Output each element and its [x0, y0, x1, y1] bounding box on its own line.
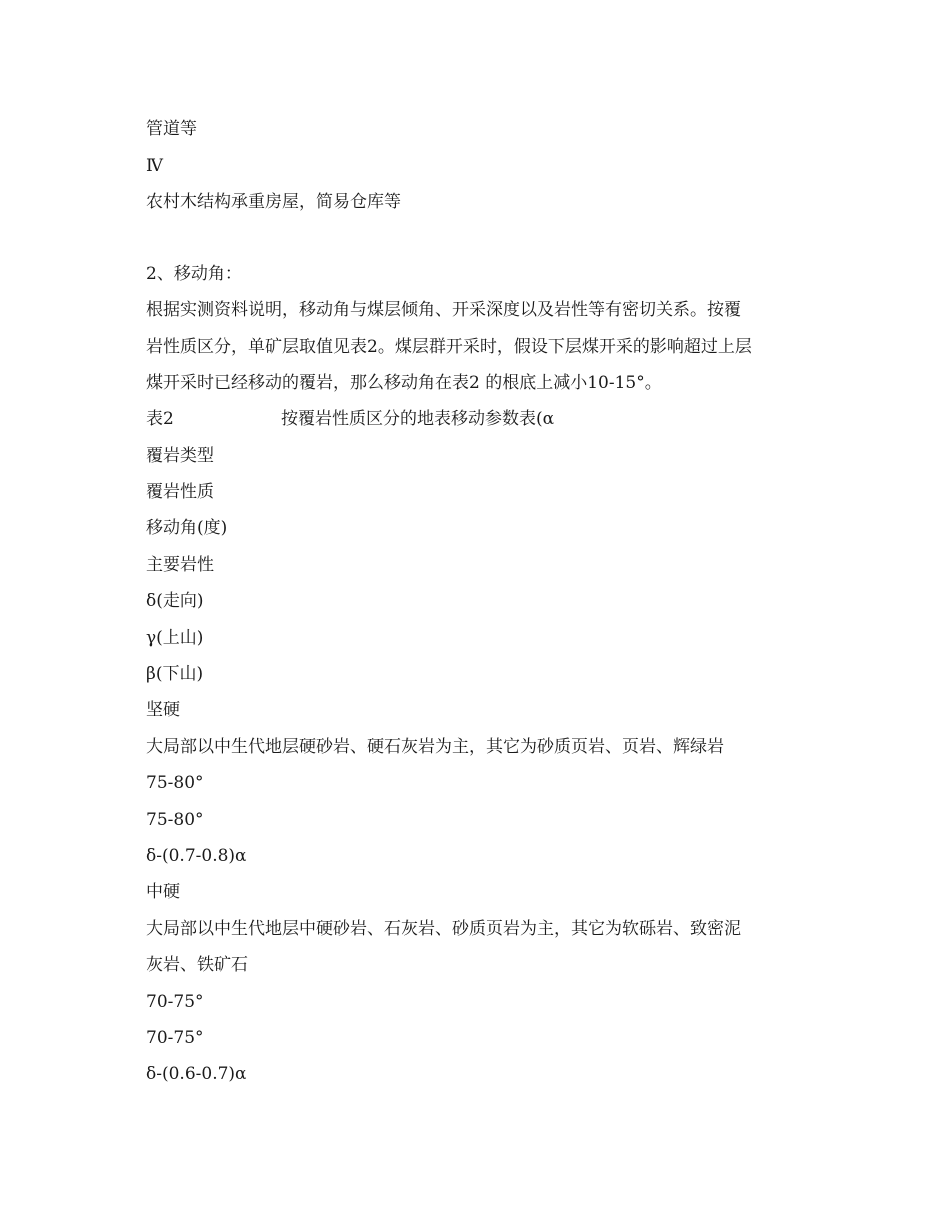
- table-title: 按覆岩性质区分的地表移动参数表(α: [281, 409, 555, 429]
- table-header: 主要岩性: [146, 555, 214, 575]
- text-line: Ⅳ: [146, 156, 163, 176]
- paragraph-line: 岩性质区分，单矿层取值见表2。煤层群开采时，假设下层煤开采的影响超过上层: [146, 337, 752, 357]
- table-header: 覆岩性质: [146, 482, 214, 502]
- table-cell: 大局部以中生代地层硬砂岩、硬石灰岩为主，其它为砂质页岩、页岩、辉绿岩: [146, 737, 724, 757]
- paragraph-line: 煤开采时已经移动的覆岩，那么移动角在表2 的根底上减小10-15°。: [146, 373, 662, 393]
- paragraph-line: 根据实测资料说明，移动角与煤层倾角、开采深度以及岩性等有密切关系。按覆: [146, 300, 741, 320]
- table-label: 表2: [146, 409, 174, 429]
- table-cell: 70-75°: [146, 992, 204, 1012]
- text-line: 农村木结构承重房屋，简易仓库等: [146, 192, 401, 212]
- table-header: δ(走向): [146, 591, 204, 611]
- table-header: 覆岩类型: [146, 446, 214, 466]
- table-header: γ(上山): [146, 628, 204, 648]
- table-cell: 大局部以中生代地层中硬砂岩、石灰岩、砂质页岩为主，其它为软砾岩、致密泥: [146, 919, 741, 939]
- table-cell: 75-80°: [146, 810, 204, 830]
- table-cell: 75-80°: [146, 773, 204, 793]
- text-line: 管道等: [146, 119, 197, 139]
- table-header: 移动角(度): [146, 518, 228, 538]
- table-cell: δ-(0.6-0.7)α: [146, 1064, 247, 1084]
- table-cell: 灰岩、铁矿石: [146, 955, 248, 975]
- table-header: β(下山): [146, 664, 204, 684]
- table-cell: 中硬: [146, 882, 180, 902]
- table-cell: 70-75°: [146, 1028, 204, 1048]
- table-cell: 坚硬: [146, 700, 180, 720]
- table-cell: δ-(0.7-0.8)α: [146, 846, 247, 866]
- section-heading: 2、移动角：: [146, 264, 242, 284]
